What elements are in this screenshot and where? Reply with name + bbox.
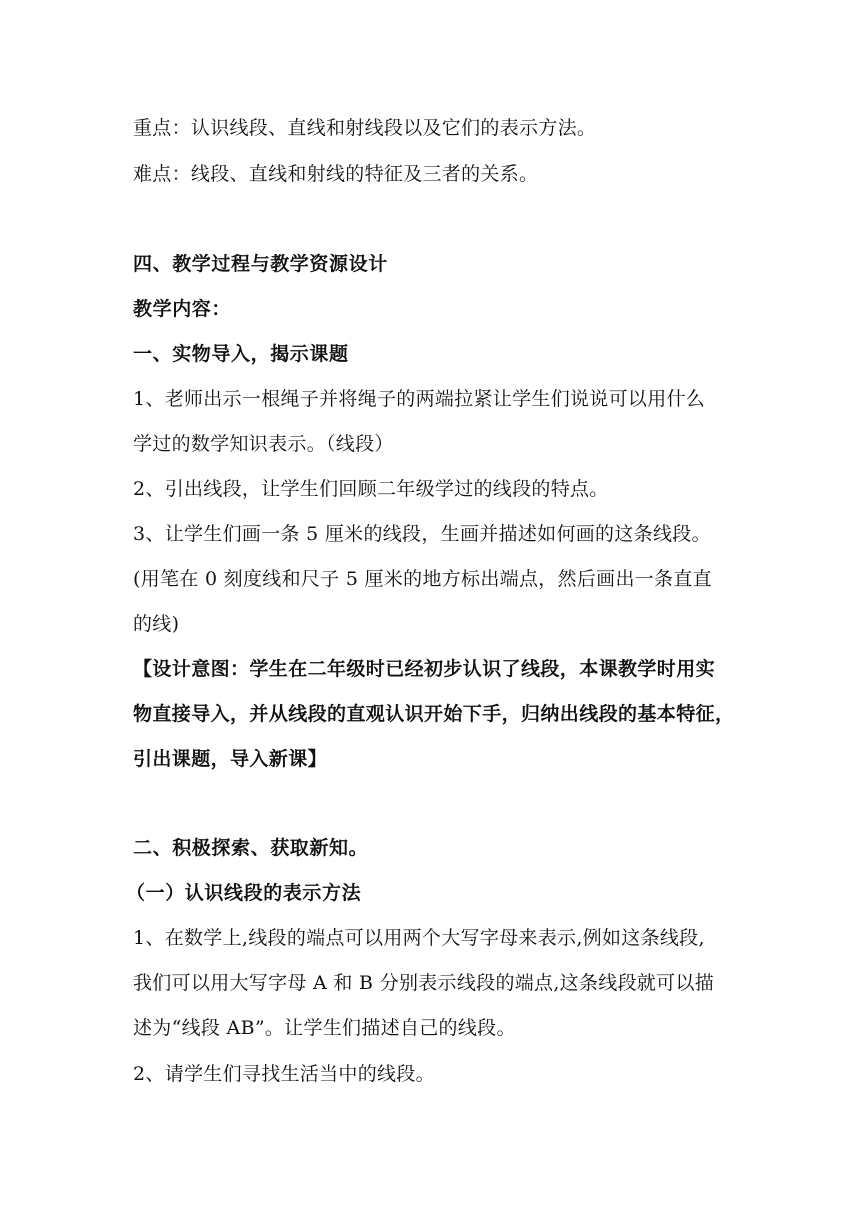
design-intent-line3: 引出课题，导入新课】 [133,748,328,770]
sub1-line1: 1、在数学上,线段的端点可以用两个大写字母来表示,例如这条线段, [133,927,705,949]
section-four-heading: 四、教学过程与教学资源设计 [133,253,388,275]
step2: 2、引出线段，让学生们回顾二年级学过的线段的特点。 [133,478,609,500]
step3-line2: (用笔在 0 刻度线和尺子 5 厘米的地方标出端点，然后画出一条直直 [133,568,712,590]
step1-line1: 1、老师出示一根绳子并将绳子的两端拉紧让学生们说说可以用什么 [133,388,706,410]
sub2-line1: 2、请学生们寻找生活当中的线段。 [133,1063,435,1085]
sub1-line3: 述为“线段 AB”。让学生们描述自己的线段。 [133,1017,516,1039]
sub1-line2: 我们可以用大写字母 A 和 B 分别表示线段的端点,这条线段就可以描 [133,972,715,994]
difficult-point: 难点：线段、直线和射线的特征及三者的关系。 [133,163,539,185]
subsection-one-heading: （一）认识线段的表示方法 [126,882,362,904]
teaching-content-label: 教学内容： [133,298,232,320]
design-intent-line2: 物直接导入，并从线段的直观认识开始下手，归纳出线段的基本特征， [133,703,735,725]
key-point: 重点：认识线段、直线和射线段以及它们的表示方法。 [133,117,597,139]
design-intent-line1: 【设计意图：学生在二年级时已经初步认识了线段，本课教学时用实 [133,658,716,680]
step3-line3: 的线) [133,613,180,635]
step3-line1: 3、让学生们画一条 5 厘米的线段，生画并描述如何画的这条线段。 [133,523,711,545]
part-two-heading: 二、积极探索、获取新知。 [133,837,369,859]
part-one-heading: 一、实物导入，揭示课题 [133,343,349,365]
step1-line2: 学过的数学知识表示。（线段） [133,433,394,455]
